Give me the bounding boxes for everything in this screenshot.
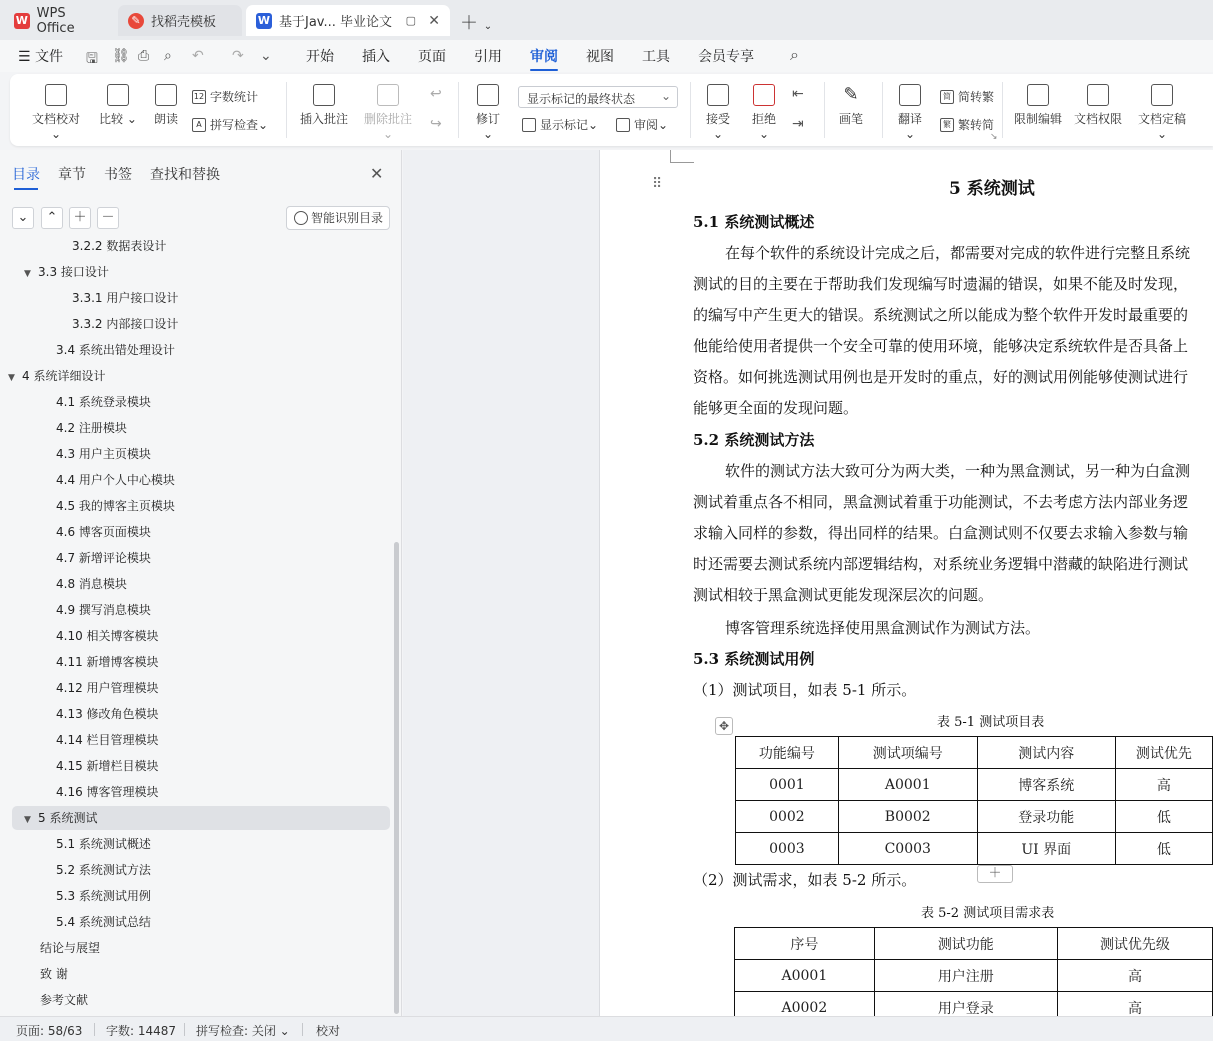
compare-icon — [107, 84, 129, 106]
toc-item[interactable] — [40, 962, 68, 986]
proofread-indicator[interactable]: 校对 — [316, 1024, 341, 1038]
word-count-icon: 12 — [192, 90, 206, 104]
table-cell: 0001 — [736, 769, 839, 801]
save-icon[interactable]: 🖫 — [86, 51, 98, 67]
status-bar — [0, 1016, 1213, 1041]
menu-page[interactable]: 页面 — [418, 49, 446, 65]
toc-item[interactable] — [56, 754, 159, 778]
table-cell: A0001 — [838, 769, 977, 801]
toc-item[interactable] — [56, 832, 151, 856]
smart-toc-icon — [294, 211, 308, 225]
undo-icon[interactable]: ↶ — [192, 48, 204, 64]
toc-item[interactable] — [56, 390, 151, 414]
search-icon[interactable]: ⌕ — [790, 45, 799, 64]
print-icon[interactable]: ⎙ — [138, 48, 150, 64]
tab-toc[interactable]: 目录 — [12, 164, 40, 184]
menu-review[interactable]: 审阅 — [530, 46, 558, 66]
menu-member[interactable]: 会员专享 — [698, 49, 754, 65]
link-icon[interactable]: ⛓ — [112, 48, 130, 64]
wps-logo-icon: W — [15, 14, 28, 27]
menu-start[interactable]: 开始 — [306, 49, 334, 65]
toc-item-label: 4.8 消息模块 — [56, 577, 127, 591]
close-tab-icon[interactable]: ✕ — [428, 12, 440, 29]
separator — [286, 82, 287, 138]
markup-state-select[interactable] — [518, 86, 678, 108]
move-table-icon[interactable]: ✥ — [715, 717, 733, 735]
table-row — [736, 769, 1213, 801]
menu-bar — [0, 40, 1213, 72]
table-header-row — [735, 928, 1213, 960]
trad-to-simp-label: 繁转简 — [958, 118, 995, 132]
paragraph-line: 测试相较于黑盒测试更能发现深层次的问题。 — [693, 586, 994, 604]
new-tab-button[interactable]: ＋ ⌄ — [460, 13, 493, 34]
read-aloud-label: 朗读 — [153, 112, 178, 126]
toc-item-label: 4.14 栏目管理模块 — [56, 733, 159, 747]
paragraph-line: 的编写中产生更大的错误。系统测试之所以能成为整个软件开发时最重要的 — [693, 306, 1189, 324]
review-pane-icon — [616, 118, 630, 132]
redo-icon[interactable]: ↷ — [232, 48, 244, 64]
tab-daoke-templates[interactable] — [118, 5, 242, 36]
reject-icon — [753, 84, 775, 106]
toc-item-label: 4.1 系统登录模块 — [56, 395, 151, 409]
navigation-panel — [0, 150, 402, 1016]
tab-bookmarks[interactable]: 书签 — [104, 167, 132, 183]
paragraph-line: 博客管理系统选择使用黑盒测试作为测试方法。 — [725, 619, 1041, 637]
table-header-cell: 测试项编号 — [838, 737, 977, 769]
paragraph-line: 他能给使用者提供一个安全可靠的使用环境，能够决定系统软件是否具备上 — [693, 337, 1189, 355]
table-header-cell: 测试功能 — [874, 928, 1057, 960]
toc-item-label: 4.13 修改角色模块 — [56, 707, 159, 721]
table-cell: B0002 — [838, 801, 977, 833]
review-ribbon — [10, 74, 1213, 146]
toc-item-label: 4.16 博客管理模块 — [56, 785, 159, 799]
delete-comment-label: 删除批注 — [363, 112, 412, 126]
tab-find-replace[interactable]: 查找和替换 — [150, 167, 220, 183]
toc-item[interactable] — [56, 520, 151, 544]
collapse-arrow-icon[interactable]: ▼ — [8, 373, 15, 383]
page-corner-mark — [670, 150, 694, 163]
toc-item-label: 5.4 系统测试总结 — [56, 915, 151, 929]
word-doc-icon: W — [257, 14, 271, 27]
tab-bar — [0, 0, 1213, 40]
menu-insert[interactable]: 插入 — [362, 49, 390, 65]
smart-toc-label: 智能识别目录 — [311, 211, 384, 225]
read-aloud-icon — [155, 84, 177, 106]
delete-comment-icon — [377, 84, 399, 106]
table-cell: C0003 — [838, 833, 977, 865]
section-5-2-title: 5.2 系统测试方法 — [693, 431, 815, 449]
reject-label: 拒绝 — [751, 112, 776, 126]
toc-item-label: 4.2 注册模块 — [56, 421, 127, 435]
toc-item-label: 4.5 我的博客主页模块 — [56, 499, 175, 513]
simp-to-trad-button[interactable] — [940, 88, 994, 105]
table-cell: 用户登录 — [874, 992, 1057, 1017]
paragraph-line: 时还需要去测试系统内部逻辑结构，对系统业务逻辑中潜藏的缺陷进行测试 — [693, 555, 1189, 573]
compare-button[interactable]: 比较 ⌄ — [98, 84, 138, 127]
previous-comment-icon[interactable]: ↩ — [430, 86, 442, 102]
toc-item[interactable] — [56, 676, 159, 700]
trad-to-simp-icon: 繁 — [940, 118, 954, 132]
list-item: （1）测试项目，如表 5-1 所示。 — [693, 681, 917, 699]
toc-item-label: 4.6 博客页面模块 — [56, 525, 151, 539]
collapse-arrow-icon[interactable]: ▼ — [24, 815, 31, 825]
table-cell: 高 — [1057, 960, 1212, 992]
table-row — [735, 960, 1213, 992]
document-area — [403, 150, 1213, 1016]
show-markup-icon — [522, 118, 536, 132]
translate-label: 翻译 — [897, 112, 922, 126]
toc-item[interactable] — [72, 286, 178, 310]
separator — [882, 82, 883, 138]
translate-icon — [899, 84, 921, 106]
tab-label: 基于Jav... 毕业论文 — [279, 15, 393, 30]
word-count-indicator[interactable]: 字数: 14487 — [106, 1024, 177, 1038]
separator — [184, 1023, 185, 1036]
word-count-label: 字数统计 — [210, 90, 259, 104]
table-header-cell: 测试优先级 — [1057, 928, 1212, 960]
chapter-title: 5 系统测试 — [949, 179, 1035, 199]
table-cell: A0002 — [735, 992, 875, 1017]
toc-item[interactable] — [56, 780, 159, 804]
add-heading-icon[interactable]: ＋ — [69, 207, 91, 229]
table-header-cell: 测试优先 — [1115, 737, 1212, 769]
page-indicator[interactable]: 页面: 58/63 — [16, 1024, 83, 1038]
table-cell: 高 — [1115, 769, 1212, 801]
separator — [94, 1023, 95, 1036]
spell-check-label: 拼写检查 — [210, 118, 259, 132]
toc-item[interactable] — [56, 442, 151, 466]
trad-to-simp-button[interactable] — [940, 116, 994, 133]
spell-check-status: 拼写检查: 关闭 — [196, 1024, 276, 1038]
toc-item[interactable] — [56, 624, 159, 648]
toc-item-label: 4.3 用户主页模块 — [56, 447, 151, 461]
toc-item[interactable] — [56, 416, 127, 440]
separator — [458, 82, 459, 138]
doc-check-label: 文档校对 — [31, 112, 80, 126]
pen-icon: ✎ — [843, 84, 859, 105]
file-menu[interactable]: ☰ 文件 — [18, 49, 64, 65]
toc-item[interactable] — [12, 806, 390, 830]
table-cell: 高 — [1057, 992, 1212, 1017]
toc-item[interactable] — [56, 546, 151, 570]
spell-check-indicator[interactable]: 拼写检查: 关闭 ⌄ — [196, 1024, 290, 1038]
toc-item[interactable] — [40, 988, 88, 1012]
table-cell: 用户注册 — [874, 960, 1057, 992]
toc-item[interactable] — [24, 260, 109, 284]
toc-item[interactable] — [56, 338, 175, 362]
doc-permission-label: 文档权限 — [1073, 112, 1122, 126]
daoke-logo-icon: ✎ — [128, 13, 144, 29]
insert-comment-label: 插入批注 — [299, 112, 348, 126]
add-row-button[interactable]: ＋ — [977, 865, 1013, 883]
tab-chapters[interactable]: 章节 — [58, 167, 86, 183]
more-chevron-icon[interactable]: ⌄ — [260, 48, 272, 64]
doc-check-icon — [45, 84, 67, 106]
markup-state-value: 显示标记的最终状态 — [527, 92, 636, 106]
tab-wps-office[interactable] — [4, 5, 116, 36]
tab-label: 找稻壳模板 — [151, 15, 217, 30]
show-markup-button[interactable]: 显示标记 ⌄ — [522, 116, 598, 133]
toc-item[interactable] — [56, 728, 159, 752]
menu-tools[interactable]: 工具 — [642, 49, 670, 65]
doc-permission-icon — [1087, 84, 1109, 106]
separator — [302, 1023, 303, 1036]
table-header-cell: 序号 — [735, 928, 875, 960]
spell-check-button[interactable]: A 拼写检查 ⌄ — [192, 116, 268, 133]
insert-comment-icon — [313, 84, 335, 106]
window-icon[interactable]: ▢ — [405, 14, 416, 27]
drag-handle-icon[interactable]: ⠿ — [652, 176, 661, 192]
accept-label: 接受 — [705, 112, 730, 126]
section-5-3-title: 5.3 系统测试用例 — [693, 650, 815, 668]
menu-view[interactable]: 视图 — [586, 49, 614, 65]
toc-item[interactable] — [56, 650, 159, 674]
table-cell: A0001 — [735, 960, 875, 992]
toc-item-label: 4.4 用户个人中心模块 — [56, 473, 175, 487]
toc-item[interactable] — [56, 598, 151, 622]
close-panel-icon[interactable]: ✕ — [370, 164, 384, 183]
translate-button[interactable]: 翻译 ⌄ — [892, 84, 928, 141]
table-cell: 0002 — [736, 801, 839, 833]
panel-scrollbar[interactable] — [394, 542, 399, 1014]
show-markup-label: 显示标记 — [540, 118, 589, 132]
toc-item[interactable] — [72, 240, 166, 258]
toc-item-label: 5.3 系统测试用例 — [56, 889, 151, 903]
tab-document[interactable] — [246, 5, 450, 36]
toc-item[interactable] — [56, 858, 151, 882]
read-aloud-button[interactable] — [150, 84, 182, 127]
table-caption: 表 5-1 测试项目表 — [937, 715, 1045, 730]
review-pane-label: 审阅 — [634, 118, 659, 132]
paragraph-line: 能够更全面的发现问题。 — [693, 399, 859, 417]
restrict-edit-label: 限制编辑 — [1013, 112, 1062, 126]
restrict-edit-button[interactable] — [1012, 84, 1064, 127]
doc-finalize-label: 文档定稿 — [1137, 112, 1186, 126]
table-cell: 博客系统 — [977, 769, 1115, 801]
toc-item-label: 4.9 撰写消息模块 — [56, 603, 151, 617]
separator — [1002, 82, 1003, 138]
pen-label: 画笔 — [838, 112, 863, 126]
simp-to-trad-label: 简转繁 — [958, 90, 995, 104]
toc-item[interactable] — [40, 936, 100, 960]
toc-item-label: 4 系统详细设计 — [22, 369, 106, 383]
toc-list — [0, 240, 392, 1016]
test-requirements-table — [734, 927, 1213, 1016]
toc-item[interactable] — [56, 884, 151, 908]
collapse-arrow-icon[interactable]: ▼ — [24, 269, 31, 279]
toc-item-label: 4.11 新增博客模块 — [56, 655, 159, 669]
table-cell: 0003 — [736, 833, 839, 865]
word-count-button[interactable] — [192, 88, 258, 105]
expand-group-icon[interactable]: ↘ — [990, 132, 998, 142]
separator — [824, 82, 825, 138]
paragraph-line: 求输入同样的参数，得出同样的结果。白盒测试则不仅要去求输入参数与输 — [693, 524, 1189, 542]
table-row — [736, 833, 1213, 865]
paragraph-line: 测试着重点各不相同，黑盒测试着重于功能测试，不去考虑方法内部业务逻 — [693, 493, 1189, 511]
accept-icon — [707, 84, 729, 106]
toc-item-label: 致 谢 — [40, 967, 68, 981]
paragraph-line: 在每个软件的系统设计完成之后，都需要对完成的软件进行完整且系统 — [725, 244, 1191, 262]
chevron-down-icon: ⌄ — [660, 89, 671, 103]
next-change-icon[interactable]: ⇥ — [792, 116, 804, 132]
delete-comment-button[interactable]: 删除批注 ⌄ — [360, 84, 416, 141]
doc-check-button[interactable]: 文档校对 ⌄ — [28, 84, 84, 141]
next-comment-icon[interactable]: ↪ — [430, 116, 442, 132]
table-cell: 低 — [1115, 801, 1212, 833]
toc-item-label: 3.3.2 内部接口设计 — [72, 317, 179, 331]
toc-item[interactable] — [56, 702, 159, 726]
paragraph-line: 资格。如何挑选测试用例也是开发时的重点，好的测试用例能够使测试进行 — [693, 368, 1189, 386]
toc-item[interactable] — [56, 572, 127, 596]
doc-permission-button[interactable] — [1072, 84, 1124, 127]
file-menu-label: 文件 — [35, 49, 64, 65]
table-caption: 表 5-2 测试项目需求表 — [921, 906, 1055, 921]
track-changes-label: 修订 — [475, 112, 500, 126]
table-cell: 登录功能 — [977, 801, 1115, 833]
toc-item[interactable] — [56, 468, 175, 492]
toc-item-label: 3.3.1 用户接口设计 — [72, 291, 179, 305]
previous-change-icon[interactable]: ⇤ — [792, 86, 804, 102]
table-cell: UI 界面 — [977, 833, 1115, 865]
table-cell: 低 — [1115, 833, 1212, 865]
restrict-edit-icon — [1027, 84, 1049, 106]
toc-item[interactable] — [72, 312, 178, 336]
toc-item-label: 3.3 接口设计 — [38, 265, 109, 279]
section-5-1-title: 5.1 系统测试概述 — [693, 213, 815, 231]
table-header-cell: 测试内容 — [977, 737, 1115, 769]
toc-item-label: 4.15 新增栏目模块 — [56, 759, 159, 773]
toc-item-label: 4.10 相关博客模块 — [56, 629, 159, 643]
test-items-table — [735, 736, 1213, 865]
doc-finalize-icon — [1151, 84, 1173, 106]
remove-heading-icon[interactable]: － — [97, 207, 119, 229]
toc-item[interactable] — [8, 364, 105, 388]
insert-comment-button[interactable] — [298, 84, 350, 127]
table-header-row — [736, 737, 1213, 769]
toc-item-label: 5.2 系统测试方法 — [56, 863, 151, 877]
menu-reference[interactable]: 引用 — [474, 49, 502, 65]
toc-item-label: 结论与展望 — [40, 941, 101, 955]
list-item: （2）测试需求，如表 5-2 所示。 — [693, 871, 917, 889]
track-changes-button[interactable]: 修订 ⌄ — [470, 84, 506, 141]
toc-item-label: 5.1 系统测试概述 — [56, 837, 151, 851]
reject-button[interactable]: 拒绝 ⌄ — [746, 84, 782, 141]
simp-to-trad-icon: 简 — [940, 90, 954, 104]
separator — [690, 82, 691, 138]
smart-toc-button[interactable] — [286, 206, 390, 230]
toc-item-label: 3.2.2 数据表设计 — [72, 240, 167, 253]
track-changes-icon — [477, 84, 499, 106]
table-row — [735, 992, 1213, 1017]
toc-item-label: 4.7 新增评论模块 — [56, 551, 151, 565]
paragraph-line: 软件的测试方法大致可分为两大类，一种为黑盒测试，另一种为白盒测 — [725, 462, 1191, 480]
chevron-down-icon[interactable]: ⌄ — [12, 207, 34, 229]
accept-button[interactable]: 接受 ⌄ — [700, 84, 736, 141]
toc-item-label: 3.4 系统出错处理设计 — [56, 343, 175, 357]
review-pane-button[interactable]: 审阅 ⌄ — [616, 116, 668, 133]
toc-item-label: 5 系统测试 — [38, 811, 98, 825]
toc-item-label: 4.12 用户管理模块 — [56, 681, 159, 695]
chevron-up-icon[interactable]: ⌃ — [41, 207, 63, 229]
print-preview-icon[interactable]: ⌕ — [164, 48, 172, 64]
compare-label: 比较 — [99, 112, 124, 126]
toc-item[interactable] — [56, 910, 151, 934]
pen-button[interactable] — [836, 84, 866, 127]
table-row — [736, 801, 1213, 833]
spell-check-icon: A — [192, 118, 206, 132]
chevron-down-icon[interactable]: ⌄ — [483, 21, 493, 32]
tab-label: WPS Office — [36, 5, 75, 36]
doc-finalize-button[interactable]: 文档定稿 ⌄ — [1132, 84, 1192, 141]
paragraph-line: 测试的目的主要在于帮助我们发现编写时遗漏的错误，如果不能及时发现， — [693, 275, 1189, 293]
table-header-cell: 功能编号 — [736, 737, 839, 769]
toc-item-label: 参考文献 — [40, 993, 89, 1007]
toc-item[interactable] — [56, 494, 175, 518]
